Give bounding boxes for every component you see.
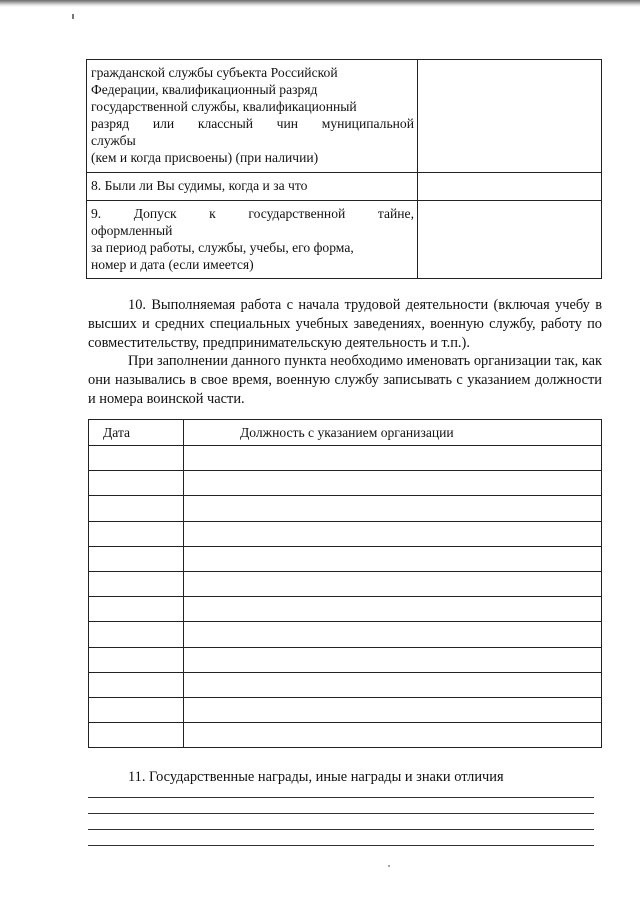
- date-cell[interactable]: [89, 622, 184, 647]
- question-line: службы: [91, 133, 136, 148]
- table-header-row: [89, 420, 602, 446]
- employment-table: [88, 419, 602, 748]
- position-cell[interactable]: [184, 496, 602, 521]
- position-cell[interactable]: [184, 597, 602, 622]
- table-row: [87, 201, 602, 279]
- table-row: [89, 546, 602, 571]
- question-cell-secret-access: [87, 201, 418, 279]
- position-cell[interactable]: [184, 697, 602, 722]
- date-cell[interactable]: [89, 496, 184, 521]
- scan-speck: [388, 865, 390, 867]
- question-line: разряд или классный чин муниципальной: [91, 116, 414, 131]
- position-cell[interactable]: [184, 546, 602, 571]
- question-line: Федерации, квалификационный разряд: [91, 82, 318, 97]
- date-cell[interactable]: [89, 446, 184, 471]
- table-row: [89, 723, 602, 748]
- table-row: [89, 571, 602, 596]
- answer-cell-qualification[interactable]: [418, 60, 602, 173]
- section-10-paragraph: 10. Выполняемая работа с начала трудовой деятельности (включая учебу в высших и средних специальных учебных заведениях, военную службу, работу по совместительству, предпринимательскую деятельность и т.п.).: [88, 297, 602, 351]
- date-column-header: Дата: [89, 420, 184, 446]
- position-cell[interactable]: [184, 647, 602, 672]
- scan-top-edge: [0, 0, 640, 7]
- date-cell[interactable]: [89, 723, 184, 748]
- question-line: за период работы, службы, учебы, его форма,: [91, 240, 354, 255]
- question-line: гражданской службы субъекта Российской: [91, 65, 338, 80]
- table-row: [89, 622, 602, 647]
- employment-table-body: [89, 446, 602, 748]
- section-10-note: При заполнении данного пункта необходимо именовать организации так, как они назывались в свое время, военную службу записывать с указанием должности и номера воинской части.: [88, 353, 602, 407]
- questionnaire-table: [86, 59, 602, 279]
- section-11-title: 11. Государственные награды, иные награды и знаки отличия: [128, 769, 504, 785]
- date-cell[interactable]: [89, 471, 184, 496]
- awards-fill-line[interactable]: [88, 845, 594, 846]
- answer-cell-convictions[interactable]: [418, 173, 602, 201]
- question-line: номер и дата (если имеется): [91, 257, 254, 272]
- date-cell[interactable]: [89, 672, 184, 697]
- question-line: 9. Допуск к государственной тайне,: [91, 206, 414, 221]
- position-cell[interactable]: [184, 672, 602, 697]
- table-row: [87, 60, 602, 173]
- answer-cell-secret-access[interactable]: [418, 201, 602, 279]
- question-line: (кем и когда присвоены) (при наличии): [91, 150, 319, 165]
- awards-fill-line[interactable]: [88, 797, 594, 798]
- awards-fill-line[interactable]: [88, 813, 594, 814]
- position-cell[interactable]: [184, 521, 602, 546]
- table-row: [89, 697, 602, 722]
- table-row: [89, 471, 602, 496]
- table-row: [89, 496, 602, 521]
- position-cell[interactable]: [184, 622, 602, 647]
- table-row: [89, 647, 602, 672]
- date-cell[interactable]: [89, 571, 184, 596]
- position-cell[interactable]: [184, 471, 602, 496]
- date-cell[interactable]: [89, 521, 184, 546]
- date-cell[interactable]: [89, 597, 184, 622]
- position-cell[interactable]: [184, 723, 602, 748]
- question-line: оформленный: [91, 223, 173, 238]
- table-row: [89, 446, 602, 471]
- question-cell-convictions: [87, 173, 418, 201]
- scan-mark: [72, 14, 74, 19]
- position-column-header: Должность с указанием организации: [184, 420, 602, 446]
- awards-fill-line[interactable]: [88, 829, 594, 830]
- question-line: 8. Были ли Вы судимы, когда и за что: [91, 178, 308, 193]
- table-row: [89, 597, 602, 622]
- date-cell[interactable]: [89, 647, 184, 672]
- question-cell-qualification: [87, 60, 418, 173]
- table-row: [87, 173, 602, 201]
- position-cell[interactable]: [184, 446, 602, 471]
- position-cell[interactable]: [184, 571, 602, 596]
- question-line: государственной службы, квалификационный: [91, 99, 357, 114]
- date-cell[interactable]: [89, 546, 184, 571]
- date-cell[interactable]: [89, 697, 184, 722]
- table-row: [89, 672, 602, 697]
- table-row: [89, 521, 602, 546]
